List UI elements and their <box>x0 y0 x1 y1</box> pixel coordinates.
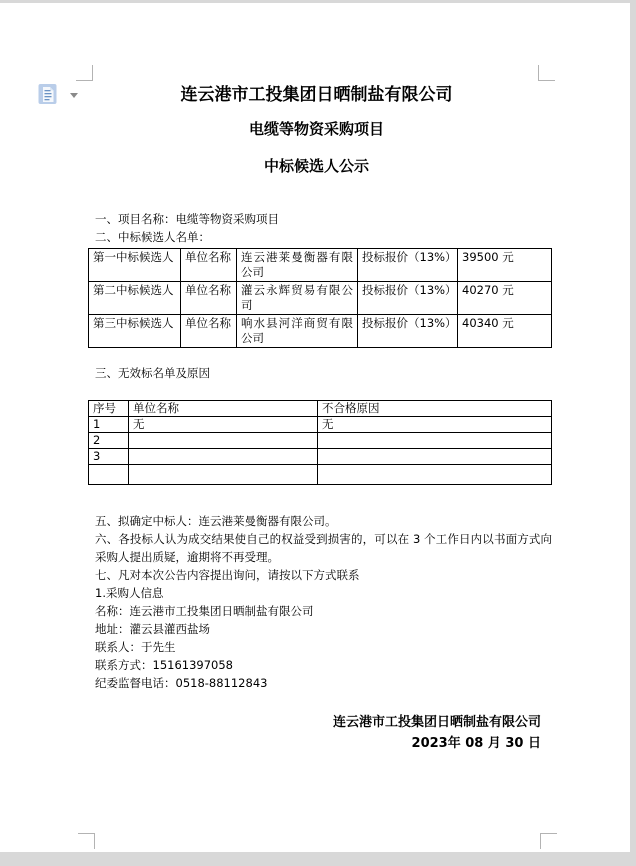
candidate-rank: 第一中标候选人 <box>89 249 181 282</box>
cell-reason <box>318 449 552 465</box>
invalid-row-2 <box>89 433 552 449</box>
margin-crop-mark-top-right <box>538 65 555 81</box>
cell-reason: 无 <box>318 417 552 433</box>
margin-crop-mark-bottom-left <box>78 833 95 849</box>
paste-options-button[interactable] <box>38 83 84 107</box>
unit-label: 单位名称 <box>181 249 237 282</box>
document-page[interactable] <box>0 3 630 852</box>
invalid-row-1 <box>89 417 552 433</box>
section-5-6-7-contact <box>95 512 552 692</box>
cell-reason <box>318 433 552 449</box>
signature-company: 连云港市工投集团日晒制盐有限公司 <box>332 715 541 730</box>
unit-label: 单位名称 <box>181 282 237 315</box>
col-header-index: 序号 <box>89 401 129 417</box>
cell-index: 1 <box>89 417 129 433</box>
contact-phone: 联系方式：15161397058 <box>95 658 233 672</box>
candidates-row-3 <box>89 315 552 348</box>
price-value: 40340 元 <box>458 315 552 348</box>
unit-name: 灌云永辉贸易有限公司 <box>237 282 358 315</box>
unit-name: 响水县河洋商贸有限公司 <box>237 315 358 348</box>
cell-index: 3 <box>89 449 129 465</box>
section-awardee: 五、拟确定中标人：连云港莱曼衡器有限公司。 <box>95 514 337 528</box>
section-project-name: 一、项目名称：电缆等物资采购项目 <box>95 212 279 226</box>
cell-unit: 无 <box>129 417 318 433</box>
cell-index: 2 <box>89 433 129 449</box>
unit-name: 连云港莱曼衡器有限公司 <box>237 249 358 282</box>
cell-unit <box>129 465 318 485</box>
cell-unit <box>129 449 318 465</box>
signature-block <box>300 712 541 754</box>
unit-label: 单位名称 <box>181 315 237 348</box>
signature-date: 2023年 08 月 30 日 <box>411 736 541 751</box>
price-label: 投标报价（13%） <box>358 249 458 282</box>
invalid-header-row <box>89 401 552 417</box>
candidate-rank: 第二中标候选人 <box>89 282 181 315</box>
cell-reason <box>318 465 552 485</box>
candidates-row-1 <box>89 249 552 282</box>
margin-crop-mark-bottom-right <box>540 833 557 849</box>
candidate-rank: 第三中标候选人 <box>89 315 181 348</box>
price-value: 39500 元 <box>458 249 552 282</box>
price-label: 投标报价（13%） <box>358 315 458 348</box>
contact-heading: 1.采购人信息 <box>95 586 164 600</box>
candidates-row-2 <box>89 282 552 315</box>
contact-address: 地址：灌云县灌西盐场 <box>95 622 210 636</box>
invalid-bids-table <box>88 400 552 485</box>
paste-options-icon <box>38 83 58 109</box>
section-candidate-list-label: 二、中标候选人名单： <box>95 230 210 244</box>
section-invalid-bids-label: 三、无效标名单及原因 <box>95 366 210 380</box>
doc-title-announcement: 中标候选人公示 <box>263 157 369 175</box>
contact-name: 名称：连云港市工投集团日晒制盐有限公司 <box>95 604 314 618</box>
candidates-table <box>88 248 552 348</box>
contact-person: 联系人：于先生 <box>95 640 176 654</box>
section-objection-rules: 六、各投标人认为成交结果使自己的权益受到损害的，可以在 3 个工作日内以书面方式向采购人提出质疑，逾期将不再受理。 <box>95 532 552 564</box>
doc-title-company: 连云港市工投集团日晒制盐有限公司 <box>180 85 453 105</box>
col-header-unit: 单位名称 <box>129 401 318 417</box>
cell-index <box>89 465 129 485</box>
section-1-2 <box>95 210 550 246</box>
price-value: 40270 元 <box>458 282 552 315</box>
doc-title-project: 电缆等物资采购项目 <box>248 120 384 138</box>
invalid-row-4 <box>89 465 552 485</box>
cell-unit <box>129 433 318 449</box>
contact-supervision-phone: 纪委监督电话：0518-88112843 <box>95 676 268 690</box>
chevron-down-icon <box>70 93 78 98</box>
invalid-row-3 <box>89 449 552 465</box>
margin-crop-mark-top-left <box>76 65 93 81</box>
col-header-reason: 不合格原因 <box>318 401 552 417</box>
section-inquiry: 七、凡对本次公告内容提出询问，请按以下方式联系 <box>95 568 360 582</box>
price-label: 投标报价（13%） <box>358 282 458 315</box>
